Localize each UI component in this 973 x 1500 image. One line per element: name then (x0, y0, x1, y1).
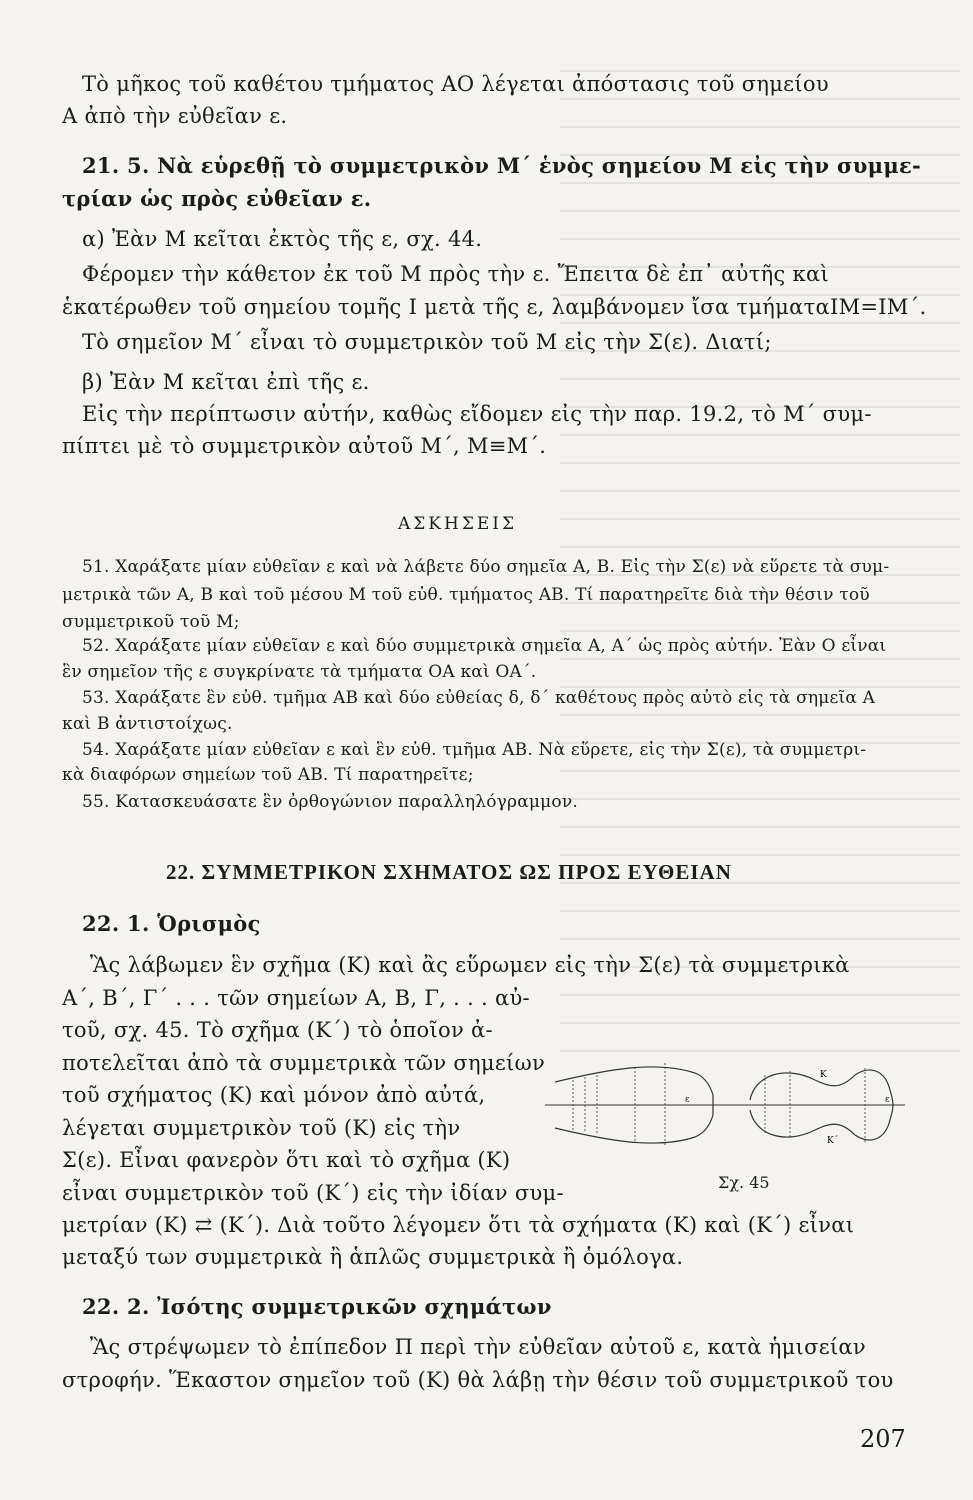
text-line: ἑκατέρωθεν τοῦ σημείου τομῆς Ι μετὰ τῆς ε, λαμβάνομεν ἴσα τμήματαΙΜ=ΙΜ΄. (62, 295, 927, 319)
exercise-line: 54. Χαράξατε μίαν εὐθεῖαν ε καὶ ἓν εὐθ. τμῆμα ΑΒ. Νὰ εὕρετε, εἰς τὴν Σ(ε), τὰ συμμετρι- (82, 740, 867, 760)
exercise-line: κὰ διαφόρων σημείων τοῦ ΑΒ. Τί παρατηρεῖτε; (62, 765, 474, 785)
text-line: Ἂς λάβωμεν ἓν σχῆμα (Κ) καὶ ἂς εὕρωμεν εἰς τὴν Σ(ε) τὰ συμμετρικὰ (90, 953, 850, 977)
figure-label-k-prime: Κ΄ (827, 1136, 839, 1146)
figure-label-k: Κ (820, 1070, 827, 1080)
text-line: β) Ἐὰν Μ κεῖται ἐπὶ τῆς ε. (82, 370, 370, 394)
text-line: λέγεται συμμετρικὸν τοῦ (Κ) εἰς τὴν (62, 1116, 461, 1140)
text-line: Εἰς τὴν περίπτωσιν αὐτήν, καθὼς εἴδομεν εἰς τὴν παρ. 19.2, τὸ Μ΄ συμ- (82, 402, 872, 426)
text-line: Ἂς στρέψωμεν τὸ ἐπίπεδον Π περὶ τὴν εὐθεῖαν αὐτοῦ ε, κατὰ ἡμισείαν (90, 1335, 866, 1359)
exercise-line: 52. Χαράξατε μίαν εὐθεῖαν ε καὶ δύο συμμετρικὰ σημεῖα Α, Α΄ ὡς πρὸς αὐτήν. Ἐὰν Ο εἶναι (82, 636, 887, 656)
text-line: στροφήν. Ἕκαστον σημεῖον τοῦ (Κ) θὰ λάβῃ τὴν θέσιν τοῦ συμμετρικοῦ του (62, 1368, 894, 1392)
exercise-line: 51. Χαράξατε μίαν εὐθεῖαν ε καὶ νὰ λάβετε δύο σημεῖα Α, Β. Εἰς τὴν Σ(ε) νὰ εὕρετε τὰ συμ- (82, 557, 890, 577)
text-line: Α ἀπὸ τὴν εὐθεῖαν ε. (62, 104, 288, 128)
text-line: α) Ἐὰν Μ κεῖται ἐκτὸς τῆς ε, σχ. 44. (82, 227, 483, 251)
subsection-heading: 21. 5. Νὰ εὑρεθῇ τὸ συμμετρικὸν Μ΄ ἑνὸς σημείου Μ εἰς τὴν συμμε- (82, 153, 922, 178)
exercise-line: 55. Κατασκευάσατε ἓν ὀρθογώνιον παραλληλόγραμμον. (82, 792, 578, 812)
text-line: Α΄, Β΄, Γ΄ . . . τῶν σημείων Α, Β, Γ, . . . αὐ- (62, 986, 530, 1010)
exercise-line: μετρικὰ τῶν Α, Β καὶ τοῦ μέσου Μ τοῦ εὐθ. τμήματος ΑΒ. Τί παρατηρεῖτε διὰ τὴν θέσιν τοῦ (62, 585, 870, 605)
subsection-heading: 22. 1. Ὁρισμὸς (82, 911, 261, 936)
subsection-heading: 22. 2. Ἰσότης συμμετρικῶν σχημάτων (82, 1294, 552, 1319)
exercises-heading: ΑΣΚΗΣΕΙΣ (398, 514, 517, 534)
figure-label-e-right: ε (885, 1095, 890, 1105)
figure-label-e: ε (685, 1095, 690, 1105)
subsection-heading-cont: τρίαν ὡς πρὸς εὐθεῖαν ε. (62, 186, 372, 211)
exercise-line: συμμετρικοῦ τοῦ Μ; (62, 612, 240, 632)
page-number: 207 (860, 1425, 906, 1453)
text-line: μεταξύ των συμμετρικὰ ἢ ἁπλῶς συμμετρικὰ ἢ ὁμόλογα. (62, 1245, 684, 1269)
text-line: Φέρομεν τὴν κάθετον ἐκ τοῦ Μ πρὸς τὴν ε. Ἔπειτα δὲ ἐπ᾽ αὐτῆς καὶ (82, 262, 829, 286)
shape-k-prime-right (750, 1105, 893, 1140)
exercise-line: ἓν σημεῖον τῆς ε συγκρίνατε τὰ τμήματα ΟΑ καὶ ΟΑ΄. (62, 662, 537, 682)
text-line: μετρίαν (Κ) ⇄ (Κ΄). Διὰ τοῦτο λέγομεν ὅτι τὰ σχήματα (Κ) καὶ (Κ΄) εἶναι (62, 1213, 855, 1237)
text-line: ποτελεῖται ἀπὸ τὰ συμμετρικὰ τῶν σημείων (62, 1051, 546, 1075)
figure-caption: Σχ. 45 (718, 1173, 770, 1192)
text-line: Σ(ε). Εἶναι φανερὸν ὅτι καὶ τὸ σχῆμα (Κ) (62, 1148, 511, 1172)
text-line: τοῦ σχήματος (Κ) καὶ μόνον ἀπὸ αὐτά, (62, 1083, 486, 1107)
text-line: πίπτει μὲ τὸ συμμετρικὸν αὐτοῦ Μ΄, Μ≡Μ΄. (62, 434, 547, 458)
shape-k-prime-left (555, 1105, 713, 1143)
text-line: Τὸ μῆκος τοῦ καθέτου τμήματος ΑΟ λέγεται ἀπόστασις τοῦ σημείου (82, 72, 829, 96)
exercise-line: καὶ Β ἀντιστοίχως. (62, 714, 233, 734)
text-line: Τὸ σημεῖον Μ΄ εἶναι τὸ συμμετρικὸν τοῦ Μ εἰς τὴν Σ(ε). Διατί; (82, 330, 772, 354)
text-line: τοῦ, σχ. 45. Τὸ σχῆμα (Κ΄) τὸ ὁποῖον ἀ- (62, 1018, 493, 1042)
text-line: εἶναι συμμετρικὸν τοῦ (Κ΄) εἰς τὴν ἰδίαν συμ- (62, 1181, 564, 1205)
exercise-line: 53. Χαράξατε ἓν εὐθ. τμῆμα ΑΒ καὶ δύο εὐθείας δ, δ΄ καθέτους πρὸς αὐτὸ εἰς τὰ σημεῖα Α (82, 688, 876, 708)
section-title: 22. ΣΥΜΜΕΤΡΙΚΟΝ ΣΧΗΜΑΤΟΣ ΩΣ ΠΡΟΣ ΕΥΘΕΙΑΝ (166, 860, 732, 884)
